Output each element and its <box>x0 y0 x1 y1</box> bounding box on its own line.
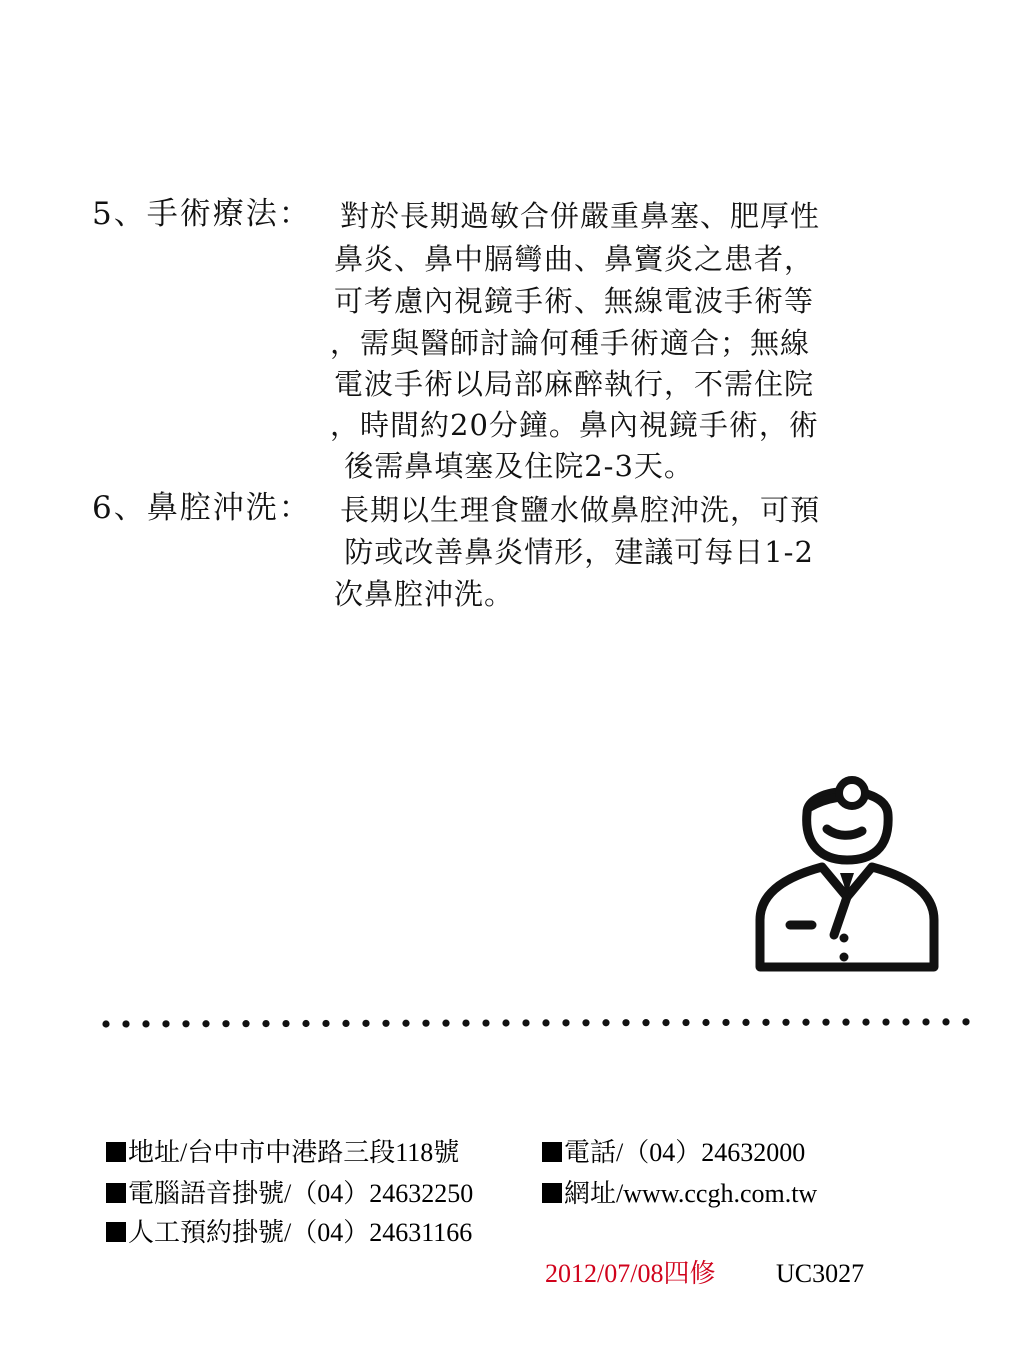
divider-dot <box>582 1019 589 1026</box>
divider-dot <box>602 1019 609 1026</box>
contact-phone: 電話/（04）24632000 <box>564 1138 806 1167</box>
section-5-label: 5、手術療法： <box>92 196 312 232</box>
divider-dot <box>222 1020 229 1027</box>
doctor-icon <box>752 775 942 975</box>
divider-dot <box>762 1019 769 1026</box>
divider-dot <box>122 1020 129 1027</box>
square-bullet-icon <box>542 1142 562 1162</box>
contact-manual-row <box>106 1216 472 1250</box>
divider-dot <box>962 1018 969 1025</box>
divider-dot <box>802 1019 809 1026</box>
divider-dot <box>102 1020 109 1027</box>
section-6-line-3: 次鼻腔沖洗。 <box>334 577 515 611</box>
divider-dot <box>702 1019 709 1026</box>
divider-dot <box>422 1020 429 1027</box>
contact-address: 地址/台中市中港路三段118號 <box>128 1138 460 1167</box>
divider-dot <box>182 1020 189 1027</box>
divider-dot <box>322 1020 329 1027</box>
section-5-line-6: ，時間約20分鐘。鼻內視鏡手術，術 <box>330 408 819 442</box>
square-bullet-icon <box>106 1142 126 1162</box>
divider-dot <box>142 1020 149 1027</box>
contact-voice-row <box>106 1177 473 1211</box>
document-code: UC3027 <box>776 1259 865 1288</box>
section-6-label: 6、鼻腔沖洗： <box>92 490 312 526</box>
divider-dot <box>522 1019 529 1026</box>
contact-manual-registration: 人工預約掛號/（04）24631166 <box>128 1218 473 1247</box>
divider-dot <box>162 1020 169 1027</box>
divider-dot <box>742 1019 749 1026</box>
divider-dot <box>902 1018 909 1025</box>
square-bullet-icon <box>106 1183 126 1203</box>
contact-website-row <box>542 1177 817 1211</box>
divider-dot <box>642 1019 649 1026</box>
divider-dot <box>822 1019 829 1026</box>
divider-dot <box>682 1019 689 1026</box>
contact-voice-registration: 電腦語音掛號/（04）24632250 <box>128 1179 474 1208</box>
contact-website: 網址/www.ccgh.com.tw <box>564 1179 818 1208</box>
square-bullet-icon <box>542 1183 562 1203</box>
divider-dot <box>942 1018 949 1025</box>
divider-dot <box>402 1020 409 1027</box>
divider-dot <box>842 1019 849 1026</box>
section-5-line-2: 鼻炎、鼻中膈彎曲、鼻竇炎之患者， <box>334 242 815 276</box>
divider-dot <box>462 1020 469 1027</box>
section-5-line-1: 對於長期過敏合併嚴重鼻塞、肥厚性 <box>340 199 821 233</box>
divider-dot <box>562 1019 569 1026</box>
divider-dot <box>342 1020 349 1027</box>
divider-dot <box>382 1020 389 1027</box>
divider-dot <box>242 1020 249 1027</box>
divider-dot <box>282 1020 289 1027</box>
section-5-line-7: 後需鼻填塞及住院2-3天。 <box>334 449 694 483</box>
divider-dot <box>262 1020 269 1027</box>
divider-dot <box>362 1020 369 1027</box>
divider-dot <box>302 1020 309 1027</box>
divider-dot <box>882 1018 889 1025</box>
contact-address-row <box>106 1136 459 1170</box>
divider-dot <box>922 1018 929 1025</box>
section-5-line-3: 可考慮內視鏡手術、無線電波手術等 <box>334 284 815 318</box>
divider-dot <box>482 1019 489 1026</box>
divider-dot <box>862 1019 869 1026</box>
section-5-line-5: 電波手術以局部麻醉執行，不需住院 <box>334 367 815 401</box>
divider-dot <box>662 1019 669 1026</box>
dotted-divider <box>100 1014 980 1034</box>
section-6-line-1: 長期以生理食鹽水做鼻腔沖洗，可預 <box>340 493 821 527</box>
section-6-line-2: 防或改善鼻炎情形，建議可每日1-2 <box>334 535 814 569</box>
divider-dot <box>502 1019 509 1026</box>
divider-dot <box>542 1019 549 1026</box>
revision-date: 2012/07/08四修 <box>545 1259 716 1288</box>
divider-dot <box>202 1020 209 1027</box>
divider-dot <box>722 1019 729 1026</box>
divider-dot <box>622 1019 629 1026</box>
square-bullet-icon <box>106 1222 126 1242</box>
contact-phone-row <box>542 1136 805 1170</box>
divider-dot <box>442 1020 449 1027</box>
divider-dot <box>782 1019 789 1026</box>
section-5-line-4: ，需與醫師討論何種手術適合；無線 <box>330 326 811 360</box>
